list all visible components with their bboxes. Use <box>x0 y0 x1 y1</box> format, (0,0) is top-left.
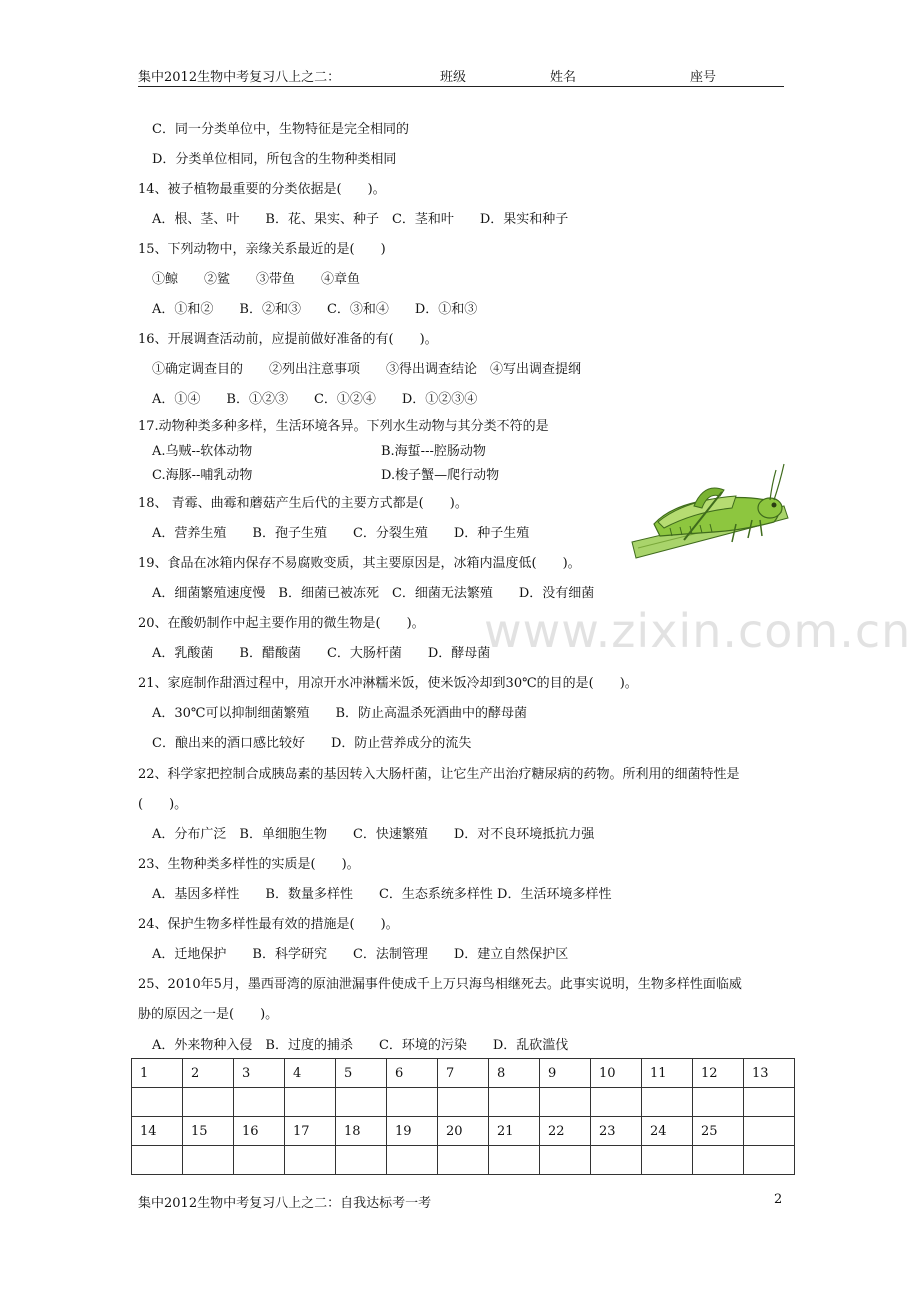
answer-blank-cell[interactable] <box>438 1146 489 1175</box>
answer-number-cell: 4 <box>285 1059 336 1088</box>
q19-options: A．细菌繁殖速度慢 B．细菌已被冻死 C．细菌无法繁殖 D．没有细菌 <box>152 586 595 601</box>
answer-number-cell: 3 <box>234 1059 285 1088</box>
answer-blank-cell[interactable] <box>693 1146 744 1175</box>
q20-stem: 20、在酸奶制作中起主要作用的微生物是( )。 <box>138 616 425 631</box>
q21-stem: 21、家庭制作甜酒过程中，用凉开水冲淋糯米饭，使米饭冷却到30℃的目的是( )。 <box>138 676 638 691</box>
answer-blank-cell[interactable] <box>591 1088 642 1117</box>
watermark: www.zixin.com.cn <box>484 604 912 658</box>
header-title: 集中2012生物中考复习八上之二： <box>138 70 341 85</box>
q13-option-c: C．同一分类单位中，生物特征是完全相同的 <box>152 122 409 137</box>
q24-options: A．迁地保护 B．科学研究 C．法制管理 D．建立自然保护区 <box>152 947 569 962</box>
answer-blank-cell[interactable] <box>489 1088 540 1117</box>
answer-blank-cell[interactable] <box>234 1146 285 1175</box>
q14-stem: 14、被子植物最重要的分类依据是( )。 <box>138 182 386 197</box>
answer-blank-cell[interactable] <box>336 1146 387 1175</box>
q15-stem: 15、下列动物中，亲缘关系最近的是( ) <box>138 242 386 257</box>
answer-blank-cell[interactable] <box>744 1088 795 1117</box>
q16-items: ①确定调查目的 ②列出注意事项 ③得出调查结论 ④写出调查提纲 <box>152 362 582 377</box>
q13-option-d: D．分类单位相同，所包含的生物种类相同 <box>152 152 397 167</box>
answer-number-cell: 18 <box>336 1117 387 1146</box>
answer-number-cell: 5 <box>336 1059 387 1088</box>
answer-number-cell: 2 <box>183 1059 234 1088</box>
footer-text: 集中2012生物中考复习八上之二：自我达标考一考 <box>138 1196 432 1211</box>
answer-table-row <box>132 1117 795 1146</box>
q18-options: A．营养生殖 B．孢子生殖 C．分裂生殖 D．种子生殖 <box>152 526 530 541</box>
q22-stem: 22、科学家把控制合成胰岛素的基因转入大肠杆菌，让它生产出治疗糖尿病的药物。所利用的细菌特性是 <box>138 767 740 782</box>
answer-blank-cell[interactable] <box>540 1088 591 1117</box>
answer-number-cell: 6 <box>387 1059 438 1088</box>
header-seat-label: 座号 <box>690 70 717 85</box>
answer-number-cell: 9 <box>540 1059 591 1088</box>
answer-table-row <box>132 1059 795 1088</box>
q25-stem-cont: 胁的原因之一是( )。 <box>138 1007 279 1022</box>
answer-number-cell: 13 <box>744 1059 795 1088</box>
q15-options: A．①和② B．②和③ C．③和④ D．①和③ <box>152 302 478 317</box>
q23-options: A．基因多样性 B．数量多样性 C．生态系统多样性 D．生活环境多样性 <box>152 887 612 902</box>
answer-number-cell <box>744 1117 795 1146</box>
q16-options: A．①④ B．①②③ C．①②④ D．①②③④ <box>152 392 478 407</box>
answer-blank-cell[interactable] <box>489 1146 540 1175</box>
q19-stem: 19、食品在冰箱内保存不易腐败变质，其主要原因是，冰箱内温度低( )。 <box>138 556 581 571</box>
answer-number-cell: 7 <box>438 1059 489 1088</box>
answer-number-cell: 14 <box>132 1117 183 1146</box>
grasshopper-illustration <box>624 462 790 572</box>
q17-option-c: C.海豚--哺乳动物 <box>152 468 253 483</box>
q17-option-a: A.乌贼--软体动物 <box>152 444 253 459</box>
q24-stem: 24、保护生物多样性最有效的措施是( )。 <box>138 917 399 932</box>
answer-number-cell: 11 <box>642 1059 693 1088</box>
answer-number-cell: 17 <box>285 1117 336 1146</box>
answer-blank-cell[interactable] <box>642 1146 693 1175</box>
answer-blank-cell[interactable] <box>387 1146 438 1175</box>
answer-number-cell: 15 <box>183 1117 234 1146</box>
header-class-label: 班级 <box>440 70 467 85</box>
answer-blank-cell[interactable] <box>285 1146 336 1175</box>
answer-number-cell: 19 <box>387 1117 438 1146</box>
answer-number-cell: 21 <box>489 1117 540 1146</box>
answer-number-cell: 10 <box>591 1059 642 1088</box>
answer-blank-cell[interactable] <box>132 1088 183 1117</box>
answer-blank-cell[interactable] <box>132 1146 183 1175</box>
q17-option-b: B.海蜇---腔肠动物 <box>381 444 486 459</box>
answer-number-cell: 23 <box>591 1117 642 1146</box>
q21-options-cd: C．酿出来的酒口感比较好 D．防止营养成分的流失 <box>152 736 472 751</box>
q22-options: A．分布广泛 B．单细胞生物 C．快速繁殖 D．对不良环境抵抗力强 <box>152 827 595 842</box>
answer-blank-cell[interactable] <box>540 1146 591 1175</box>
answer-blank-cell[interactable] <box>744 1146 795 1175</box>
answer-blank-cell[interactable] <box>183 1088 234 1117</box>
answer-blank-cell[interactable] <box>183 1146 234 1175</box>
answer-number-cell: 24 <box>642 1117 693 1146</box>
q17-stem: 17.动物种类多种多样，生活环境各异。下列水生动物与其分类不符的是 <box>138 419 549 434</box>
answer-blank-cell[interactable] <box>387 1088 438 1117</box>
answer-table-row <box>132 1146 795 1175</box>
q17-option-d: D.梭子蟹—爬行动物 <box>381 468 500 483</box>
answer-number-cell: 8 <box>489 1059 540 1088</box>
answer-blank-cell[interactable] <box>234 1088 285 1117</box>
q22-stem-cont: ( )。 <box>138 797 188 812</box>
q25-stem: 25、2010年5月，墨西哥湾的原油泄漏事件使成千上万只海鸟相继死去。此事实说明，生物多样性面临威 <box>138 977 742 992</box>
q23-stem: 23、生物种类多样性的实质是( )。 <box>138 857 360 872</box>
header-rule <box>138 86 784 87</box>
answer-number-cell: 22 <box>540 1117 591 1146</box>
header-name-label: 姓名 <box>550 70 577 85</box>
answer-number-cell: 25 <box>693 1117 744 1146</box>
answer-number-cell: 16 <box>234 1117 285 1146</box>
answer-number-cell: 1 <box>132 1059 183 1088</box>
q21-options-ab: A．30℃可以抑制细菌繁殖 B．防止高温杀死酒曲中的酵母菌 <box>152 706 528 721</box>
q16-stem: 16、开展调查活动前，应提前做好准备的有( )。 <box>138 332 438 347</box>
answer-table-row <box>132 1088 795 1117</box>
answer-blank-cell[interactable] <box>438 1088 489 1117</box>
answer-number-cell: 20 <box>438 1117 489 1146</box>
q18-stem: 18、 青霉、曲霉和蘑菇产生后代的主要方式都是( )。 <box>138 496 468 511</box>
q20-options: A．乳酸菌 B．醋酸菌 C．大肠杆菌 D．酵母菌 <box>152 646 491 661</box>
q14-options: A．根、茎、叶 B．花、果实、种子 C．茎和叶 D．果实和种子 <box>152 212 569 227</box>
q25-options: A．外来物种入侵 B．过度的捕杀 C．环境的污染 D．乱砍滥伐 <box>152 1038 569 1053</box>
answer-blank-cell[interactable] <box>285 1088 336 1117</box>
answer-blank-cell[interactable] <box>336 1088 387 1117</box>
answer-number-cell: 12 <box>693 1059 744 1088</box>
answer-blank-cell[interactable] <box>591 1146 642 1175</box>
answer-table <box>131 1058 795 1175</box>
answer-blank-cell[interactable] <box>642 1088 693 1117</box>
q15-items: ①鲸 ②鲨 ③带鱼 ④章鱼 <box>152 272 361 287</box>
page-number: 2 <box>774 1192 783 1207</box>
answer-blank-cell[interactable] <box>693 1088 744 1117</box>
